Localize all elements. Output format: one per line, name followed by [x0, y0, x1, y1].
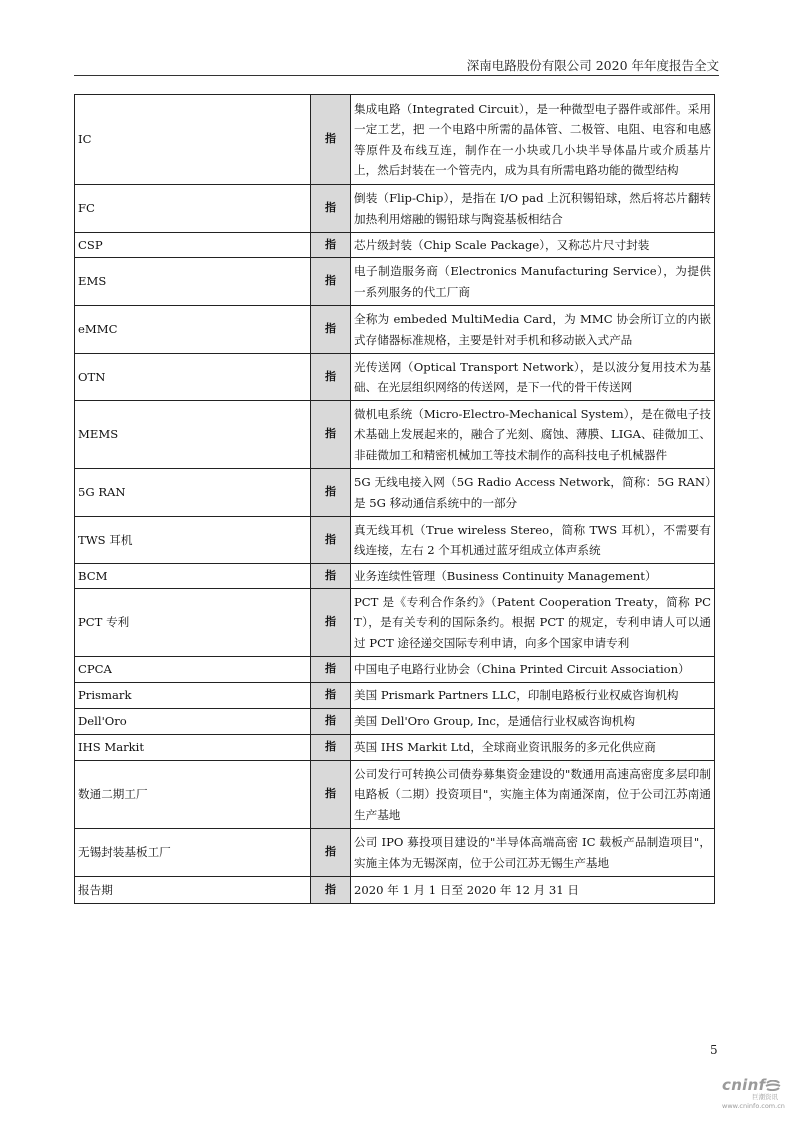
table-row	[75, 233, 715, 258]
term-cell: CSP	[75, 233, 311, 258]
table-row	[75, 877, 715, 904]
definition-cell: 美国 Dell'Oro Group, Inc，是通信行业权威咨询机构	[351, 709, 715, 735]
refers-to-cell: 指	[311, 761, 351, 829]
table-row	[75, 185, 715, 233]
term-cell: TWS 耳机	[75, 517, 311, 564]
logo-url: www.cninfo.com.cn	[722, 1102, 785, 1110]
glossary-table	[74, 94, 715, 904]
table-row	[75, 95, 715, 185]
definition-cell: 中国电子电路行业协会（China Printed Circuit Association）	[351, 657, 715, 683]
logo-wordmark	[722, 1078, 792, 1093]
refers-to-cell: 指	[311, 95, 351, 185]
term-cell: EMS	[75, 258, 311, 306]
definition-cell: 微机电系统（Micro-Electro-Mechanical System），是在微电子技术基础上发展起来的，融合了光刻、腐蚀、薄膜、LIGA、硅微加工、非硅微加工和精密机械加工等技术制作的高科技电子机械器件	[351, 401, 715, 469]
page-number: 5	[710, 1043, 718, 1057]
table-row	[75, 469, 715, 517]
definition-cell: 全称为 embeded MultiMedia Card，为 MMC 协会所订立的内嵌式存储器标准规格，主要是针对手机和移动嵌入式产品	[351, 306, 715, 354]
table-row	[75, 517, 715, 564]
term-cell: OTN	[75, 354, 311, 401]
definition-cell: 业务连续性管理（Business Continuity Management）	[351, 564, 715, 589]
term-cell: CPCA	[75, 657, 311, 683]
refers-to-cell: 指	[311, 657, 351, 683]
cninfo-logo	[722, 1078, 792, 1114]
table-row	[75, 258, 715, 306]
refers-to-cell: 指	[311, 877, 351, 904]
definition-cell: 集成电路（Integrated Circuit），是一种微型电子器件或部件。采用一定工艺，把 一个电路中所需的晶体管、二极管、电阻、电容和电感等原件及布线互连，制作在一小块或几小块半导体晶片或介质基片上，然后封装在一个管壳内，成为具有所需电路功能的微型结构	[351, 95, 715, 185]
table-row	[75, 657, 715, 683]
definition-cell: 光传送网（Optical Transport Network），是以波分复用技术为基础、在光层组织网络的传送网，是下一代的骨干传送网	[351, 354, 715, 401]
refers-to-cell: 指	[311, 185, 351, 233]
definition-cell: 5G 无线电接入网（5G Radio Access Network，简称：5G RAN）是 5G 移动通信系统中的一部分	[351, 469, 715, 517]
refers-to-cell: 指	[311, 233, 351, 258]
definition-cell: PCT 是《专利合作条约》（Patent Cooperation Treaty，简称 PCT），是有关专利的国际条约。根据 PCT 的规定，专利申请人可以通过 PCT 途径递交国际专利申请，向多个国家申请专利	[351, 589, 715, 657]
definition-cell: 公司 IPO 募投项目建设的"半导体高端高密 IC 载板产品制造项目"，实施主体为无锡深南，位于公司江苏无锡生产基地	[351, 829, 715, 877]
table-row	[75, 683, 715, 709]
definition-cell: 美国 Prismark Partners LLC，印制电路板行业权威咨询机构	[351, 683, 715, 709]
definition-cell: 真无线耳机（True wireless Stereo，简称 TWS 耳机），不需要有线连接，左右 2 个耳机通过蓝牙组成立体声系统	[351, 517, 715, 564]
table-row	[75, 354, 715, 401]
logo-text: cninf	[722, 1076, 766, 1094]
term-cell: eMMC	[75, 306, 311, 354]
table-row	[75, 709, 715, 735]
table-row	[75, 735, 715, 761]
logo-subtitle: 巨潮资讯	[752, 1093, 778, 1101]
term-cell: 5G RAN	[75, 469, 311, 517]
refers-to-cell: 指	[311, 354, 351, 401]
refers-to-cell: 指	[311, 306, 351, 354]
term-cell: 报告期	[75, 877, 311, 904]
term-cell: FC	[75, 185, 311, 233]
definition-cell: 英国 IHS Markit Ltd，全球商业资讯服务的多元化供应商	[351, 735, 715, 761]
refers-to-cell: 指	[311, 517, 351, 564]
refers-to-cell: 指	[311, 589, 351, 657]
term-cell: PCT 专利	[75, 589, 311, 657]
definition-cell: 芯片级封装（Chip Scale Package），又称芯片尺寸封装	[351, 233, 715, 258]
term-cell: Prismark	[75, 683, 311, 709]
definition-cell: 电子制造服务商（Electronics Manufacturing Service），为提供一系列服务的代工厂商	[351, 258, 715, 306]
term-cell: 无锡封装基板工厂	[75, 829, 311, 877]
table-row	[75, 564, 715, 589]
table-row	[75, 761, 715, 829]
term-cell: BCM	[75, 564, 311, 589]
header-divider	[74, 75, 719, 76]
refers-to-cell: 指	[311, 258, 351, 306]
refers-to-cell: 指	[311, 564, 351, 589]
refers-to-cell: 指	[311, 829, 351, 877]
refers-to-cell: 指	[311, 735, 351, 761]
refers-to-cell: 指	[311, 469, 351, 517]
table-row	[75, 401, 715, 469]
term-cell: Dell'Oro	[75, 709, 311, 735]
term-cell: IHS Markit	[75, 735, 311, 761]
swirl-icon	[765, 1080, 781, 1091]
table-row	[75, 829, 715, 877]
table-row	[75, 306, 715, 354]
report-title: 深南电路股份有限公司 2020 年年度报告全文	[466, 58, 719, 73]
refers-to-cell: 指	[311, 709, 351, 735]
refers-to-cell: 指	[311, 683, 351, 709]
term-cell: IC	[75, 95, 311, 185]
term-cell: MEMS	[75, 401, 311, 469]
definition-cell: 2020 年 1 月 1 日至 2020 年 12 月 31 日	[351, 877, 715, 904]
definition-cell: 倒装（Flip-Chip），是指在 I/O pad 上沉积锡铅球，然后将芯片翻转加热利用熔融的锡铅球与陶瓷基板相结合	[351, 185, 715, 233]
definition-cell: 公司发行可转换公司债券募集资金建设的"数通用高速高密度多层印制电路板（二期）投资项目"，实施主体为南通深南，位于公司江苏南通生产基地	[351, 761, 715, 829]
refers-to-cell: 指	[311, 401, 351, 469]
table-row	[75, 589, 715, 657]
term-cell: 数通二期工厂	[75, 761, 311, 829]
